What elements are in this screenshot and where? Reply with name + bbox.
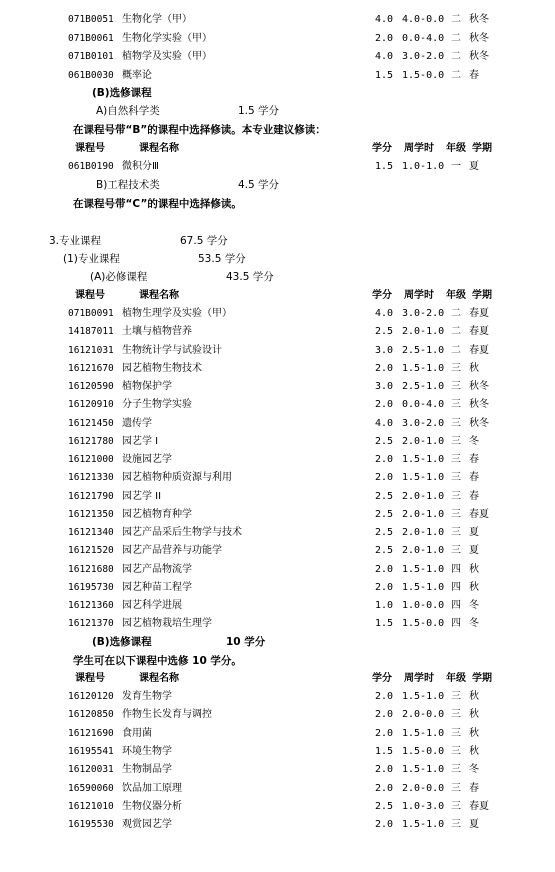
course-name: 园艺植物生物技术	[122, 362, 202, 374]
course-name: 生物统计学与试验设计	[122, 344, 222, 356]
course-code: 16121450	[68, 417, 114, 429]
course-hours: 2.5-1.0	[402, 381, 445, 392]
course-term: 秋	[469, 745, 479, 757]
course-term: 秋	[469, 709, 479, 721]
header-hours: 周学时	[404, 673, 434, 684]
section-credit: 67.5 学分	[180, 235, 228, 247]
course-credit: 4.0	[375, 14, 394, 25]
course-year: 四	[451, 563, 461, 575]
course-year: 三	[451, 527, 461, 538]
course-year: 三	[451, 435, 461, 447]
table-row	[0, 48, 555, 66]
table-row	[0, 67, 555, 85]
course-term: 秋	[469, 581, 479, 593]
course-year: 四	[451, 618, 461, 630]
course-term: 春夏	[469, 800, 489, 812]
course-credit: 2.0	[375, 727, 394, 739]
course-year: 三	[451, 545, 461, 557]
table-row	[0, 451, 555, 469]
course-credit: 2.0	[375, 782, 394, 794]
header-term: 学期	[472, 143, 492, 154]
course-year: 三	[451, 472, 461, 484]
course-name: 发育生物学	[122, 691, 172, 702]
table-row	[0, 524, 555, 542]
course-name: 环境生物学	[122, 745, 172, 757]
course-term: 春夏	[469, 308, 489, 319]
course-credit: 4.0	[375, 308, 394, 319]
section-heading: 3.专业课程	[49, 235, 102, 247]
course-hours: 1.0-0.0	[402, 600, 445, 611]
course-term: 秋冬	[469, 51, 489, 63]
course-credit: 2.5	[375, 527, 394, 538]
course-name: 园艺植物育种学	[122, 508, 192, 520]
course-term: 秋	[469, 727, 479, 739]
course-credit: 2.0	[375, 709, 394, 721]
table-row	[0, 780, 555, 798]
course-code: 071B0101	[68, 51, 114, 63]
course-credit: 1.5	[375, 745, 394, 757]
course-term: 春	[469, 782, 479, 794]
course-code: 16121000	[68, 454, 114, 465]
course-code: 16121031	[68, 344, 114, 356]
table-row	[0, 378, 555, 396]
course-name: 食用菌	[122, 727, 152, 739]
course-credit: 1.5	[375, 69, 394, 81]
course-credit: 2.5	[375, 508, 394, 520]
header-name: 课程名称	[139, 143, 179, 154]
course-term: 夏	[469, 545, 479, 557]
course-credit: 2.0	[375, 472, 394, 484]
course-code: 061B0030	[68, 69, 114, 81]
header-name: 课程名称	[139, 290, 179, 301]
course-code: 071B0051	[68, 14, 114, 25]
course-code: 16120910	[68, 399, 114, 411]
course-name: 概率论	[122, 69, 152, 81]
course-code: 16121520	[68, 545, 114, 557]
course-code: 16121370	[68, 618, 114, 630]
course-hours: 1.5-1.0	[402, 581, 445, 593]
header-code: 课程号	[75, 290, 105, 301]
course-year: 二	[451, 69, 461, 81]
header-year: 年级	[446, 673, 466, 684]
course-hours: 4.0-0.0	[402, 14, 445, 25]
course-name: 园艺植物种质资源与利用	[122, 472, 232, 484]
table-row	[0, 323, 555, 341]
header-code: 课程号	[75, 143, 105, 154]
table-row	[0, 396, 555, 414]
header-year: 年级	[446, 143, 466, 154]
course-name: 生物制品学	[122, 764, 172, 776]
course-year: 三	[451, 454, 461, 465]
course-term: 夏	[469, 819, 479, 831]
course-term: 春	[469, 490, 479, 502]
header-credit: 学分	[372, 673, 392, 684]
course-year: 二	[451, 14, 461, 25]
course-term: 秋冬	[469, 14, 489, 25]
header-credit: 学分	[372, 143, 392, 154]
course-code: 071B0061	[68, 32, 114, 44]
table-row	[0, 305, 555, 323]
course-credit: 1.5	[375, 618, 394, 630]
course-credit: 1.5	[375, 161, 394, 172]
course-credit: 2.5	[375, 326, 394, 338]
course-hours: 2.0-1.0	[402, 545, 445, 557]
course-code: 16120120	[68, 691, 114, 702]
course-hours: 0.0-4.0	[402, 399, 445, 411]
course-code: 16195541	[68, 745, 114, 757]
table-row	[0, 433, 555, 451]
section-credit: 4.5 学分	[238, 179, 280, 191]
course-term: 秋	[469, 691, 479, 702]
course-code: 16121350	[68, 508, 114, 520]
course-year: 三	[451, 745, 461, 757]
course-code: 16120590	[68, 381, 114, 392]
table-row	[0, 469, 555, 487]
course-year: 三	[451, 490, 461, 502]
course-name: 生物化学实验（甲）	[122, 32, 212, 44]
course-name: 园艺产品物流学	[122, 563, 192, 575]
course-hours: 3.0-2.0	[402, 51, 445, 63]
course-term: 夏	[469, 527, 479, 538]
course-credit: 2.0	[375, 362, 394, 374]
course-hours: 1.5-1.0	[402, 454, 445, 465]
course-credit: 2.5	[375, 800, 394, 812]
course-hours: 1.5-1.0	[402, 563, 445, 575]
course-credit: 4.0	[375, 51, 394, 63]
course-year: 四	[451, 600, 461, 611]
course-year: 三	[451, 709, 461, 721]
course-name: 植物保护学	[122, 381, 172, 392]
course-year: 二	[451, 32, 461, 44]
course-hours: 2.0-0.0	[402, 709, 445, 721]
section-credit: 53.5 学分	[198, 253, 246, 265]
table-row	[0, 579, 555, 597]
section-heading: (B)选修课程	[92, 87, 152, 99]
course-code: 14187011	[68, 326, 114, 338]
course-hours: 1.5-1.0	[402, 362, 445, 374]
course-term: 冬	[469, 600, 479, 611]
course-year: 三	[451, 362, 461, 374]
course-hours: 1.5-1.0	[402, 764, 445, 776]
header-name: 课程名称	[139, 673, 179, 684]
table-row	[0, 415, 555, 433]
table-row	[0, 816, 555, 834]
course-year: 三	[451, 800, 461, 812]
course-code: 16121330	[68, 472, 114, 484]
course-hours: 1.5-1.0	[402, 691, 445, 702]
course-code: 16121790	[68, 490, 114, 502]
course-credit: 2.5	[375, 435, 394, 447]
course-year: 二	[451, 51, 461, 63]
course-hours: 1.5-0.0	[402, 745, 445, 757]
course-name: 植物学及实验（甲）	[122, 51, 212, 63]
course-term: 冬	[469, 435, 479, 447]
course-name: 园艺产品营养与功能学	[122, 545, 222, 557]
course-hours: 2.0-1.0	[402, 508, 445, 520]
table-header	[0, 140, 555, 158]
table-row	[0, 706, 555, 724]
course-year: 三	[451, 399, 461, 411]
course-year: 四	[451, 581, 461, 593]
section-heading: A)自然科学类	[96, 105, 160, 117]
course-name: 园艺植物栽培生理学	[122, 618, 212, 630]
table-row	[0, 798, 555, 816]
course-hours: 2.5-1.0	[402, 344, 445, 356]
course-term: 春	[469, 472, 479, 484]
course-term: 春夏	[469, 344, 489, 356]
header-term: 学期	[472, 673, 492, 684]
course-year: 三	[451, 417, 461, 429]
course-credit: 2.0	[375, 563, 394, 575]
table-header	[0, 287, 555, 305]
table-row	[0, 360, 555, 378]
table-row	[0, 506, 555, 524]
course-name: 设施园艺学	[122, 454, 172, 465]
course-code: 16121010	[68, 800, 114, 812]
course-hours: 2.0-1.0	[402, 490, 445, 502]
note-text: 学生可在以下课程中选修 10 学分。	[73, 655, 242, 667]
course-name: 作物生长发育与调控	[122, 709, 212, 721]
course-name: 分子生物学实验	[122, 399, 192, 411]
course-term: 冬	[469, 764, 479, 776]
course-term: 秋	[469, 362, 479, 374]
course-term: 秋	[469, 563, 479, 575]
table-row	[0, 761, 555, 779]
course-year: 三	[451, 764, 461, 776]
course-name: 园艺学 I	[122, 435, 159, 447]
course-name: 生物化学（甲）	[122, 14, 192, 25]
course-year: 三	[451, 691, 461, 702]
note-text: 在课程号带“B”的课程中选择修读。本专业建议修读：	[73, 124, 326, 136]
course-hours: 2.0-1.0	[402, 527, 445, 538]
course-name: 生物仪器分析	[122, 800, 182, 812]
header-hours: 周学时	[404, 290, 434, 301]
course-year: 三	[451, 381, 461, 392]
table-row	[0, 725, 555, 743]
course-credit: 4.0	[375, 417, 394, 429]
table-row	[0, 342, 555, 360]
course-hours: 1.0-1.0	[402, 161, 445, 172]
course-credit: 3.0	[375, 381, 394, 392]
table-row	[0, 597, 555, 615]
course-hours: 1.0-3.0	[402, 800, 445, 812]
section-heading: (A)必修课程	[90, 271, 148, 283]
course-term: 夏	[469, 161, 479, 172]
course-credit: 2.5	[375, 490, 394, 502]
course-name: 饮品加工原理	[122, 782, 182, 794]
course-term: 秋冬	[469, 417, 489, 429]
section-credit: 43.5 学分	[226, 271, 274, 283]
header-hours: 周学时	[404, 143, 434, 154]
course-credit: 2.0	[375, 691, 394, 702]
course-credit: 2.0	[375, 764, 394, 776]
note-text: 在课程号带“C”的课程中选择修读。	[73, 198, 242, 210]
course-code: 16121780	[68, 435, 114, 447]
header-year: 年级	[446, 290, 466, 301]
course-code: 16120031	[68, 764, 114, 776]
course-year: 三	[451, 819, 461, 831]
course-name: 园艺科学进展	[122, 600, 182, 611]
course-code: 071B0091	[68, 308, 114, 319]
course-hours: 1.5-1.0	[402, 727, 445, 739]
course-term: 春夏	[469, 508, 489, 520]
course-name: 园艺种苗工程学	[122, 581, 192, 593]
section-credit: 10 学分	[226, 636, 266, 648]
table-row	[0, 688, 555, 706]
course-credit: 2.5	[375, 545, 394, 557]
course-term: 秋冬	[469, 32, 489, 44]
course-term: 春	[469, 454, 479, 465]
header-credit: 学分	[372, 290, 392, 301]
course-name: 土壤与植物营养	[122, 326, 192, 338]
course-credit: 3.0	[375, 344, 394, 356]
course-hours: 2.0-0.0	[402, 782, 445, 794]
course-year: 三	[451, 782, 461, 794]
course-year: 二	[451, 326, 461, 338]
course-year: 一	[451, 161, 461, 172]
course-code: 16590060	[68, 782, 114, 794]
course-code: 16121340	[68, 527, 114, 538]
course-credit: 1.0	[375, 600, 394, 611]
course-code: 061B0190	[68, 161, 114, 172]
course-year: 三	[451, 727, 461, 739]
course-year: 三	[451, 508, 461, 520]
course-name: 微积分Ⅲ	[122, 161, 159, 172]
course-hours: 1.5-0.0	[402, 69, 445, 81]
course-credit: 2.0	[375, 454, 394, 465]
course-hours: 0.0-4.0	[402, 32, 445, 44]
header-term: 学期	[472, 290, 492, 301]
table-row	[0, 615, 555, 633]
course-hours: 3.0-2.0	[402, 417, 445, 429]
course-credit: 2.0	[375, 399, 394, 411]
header-code: 课程号	[75, 673, 105, 684]
table-row	[0, 561, 555, 579]
table-row	[0, 488, 555, 506]
course-code: 16121670	[68, 362, 114, 374]
table-row	[0, 743, 555, 761]
course-name: 园艺产品采后生物学与技术	[122, 527, 242, 538]
table-row	[0, 11, 555, 29]
course-term: 秋冬	[469, 399, 489, 411]
course-code: 16195730	[68, 581, 114, 593]
course-code: 16195530	[68, 819, 114, 831]
course-hours: 1.5-1.0	[402, 472, 445, 484]
table-row	[0, 30, 555, 48]
table-row	[0, 158, 555, 176]
course-code: 16121680	[68, 563, 114, 575]
section-heading: (1)专业课程	[63, 253, 120, 265]
course-term: 春	[469, 69, 479, 81]
course-code: 16121360	[68, 600, 114, 611]
table-header	[0, 670, 555, 688]
course-hours: 1.5-1.0	[402, 819, 445, 831]
course-hours: 1.5-0.0	[402, 618, 445, 630]
section-heading: (B)选修课程	[92, 636, 152, 648]
section-credit: 1.5 学分	[238, 105, 280, 117]
course-term: 秋冬	[469, 381, 489, 392]
course-code: 16121690	[68, 727, 114, 739]
course-term: 冬	[469, 618, 479, 630]
course-hours: 2.0-1.0	[402, 326, 445, 338]
course-hours: 3.0-2.0	[402, 308, 445, 319]
course-credit: 2.0	[375, 32, 394, 44]
course-year: 二	[451, 308, 461, 319]
course-term: 春夏	[469, 326, 489, 338]
course-code: 16120850	[68, 709, 114, 721]
course-year: 二	[451, 344, 461, 356]
course-name: 观赏园艺学	[122, 819, 172, 831]
course-name: 园艺学 II	[122, 490, 162, 502]
course-hours: 2.0-1.0	[402, 435, 445, 447]
course-name: 遗传学	[122, 417, 152, 429]
course-credit: 2.0	[375, 581, 394, 593]
table-row	[0, 542, 555, 560]
course-name: 植物生理学及实验（甲）	[122, 308, 232, 319]
section-heading: B)工程技术类	[96, 179, 160, 191]
course-credit: 2.0	[375, 819, 394, 831]
